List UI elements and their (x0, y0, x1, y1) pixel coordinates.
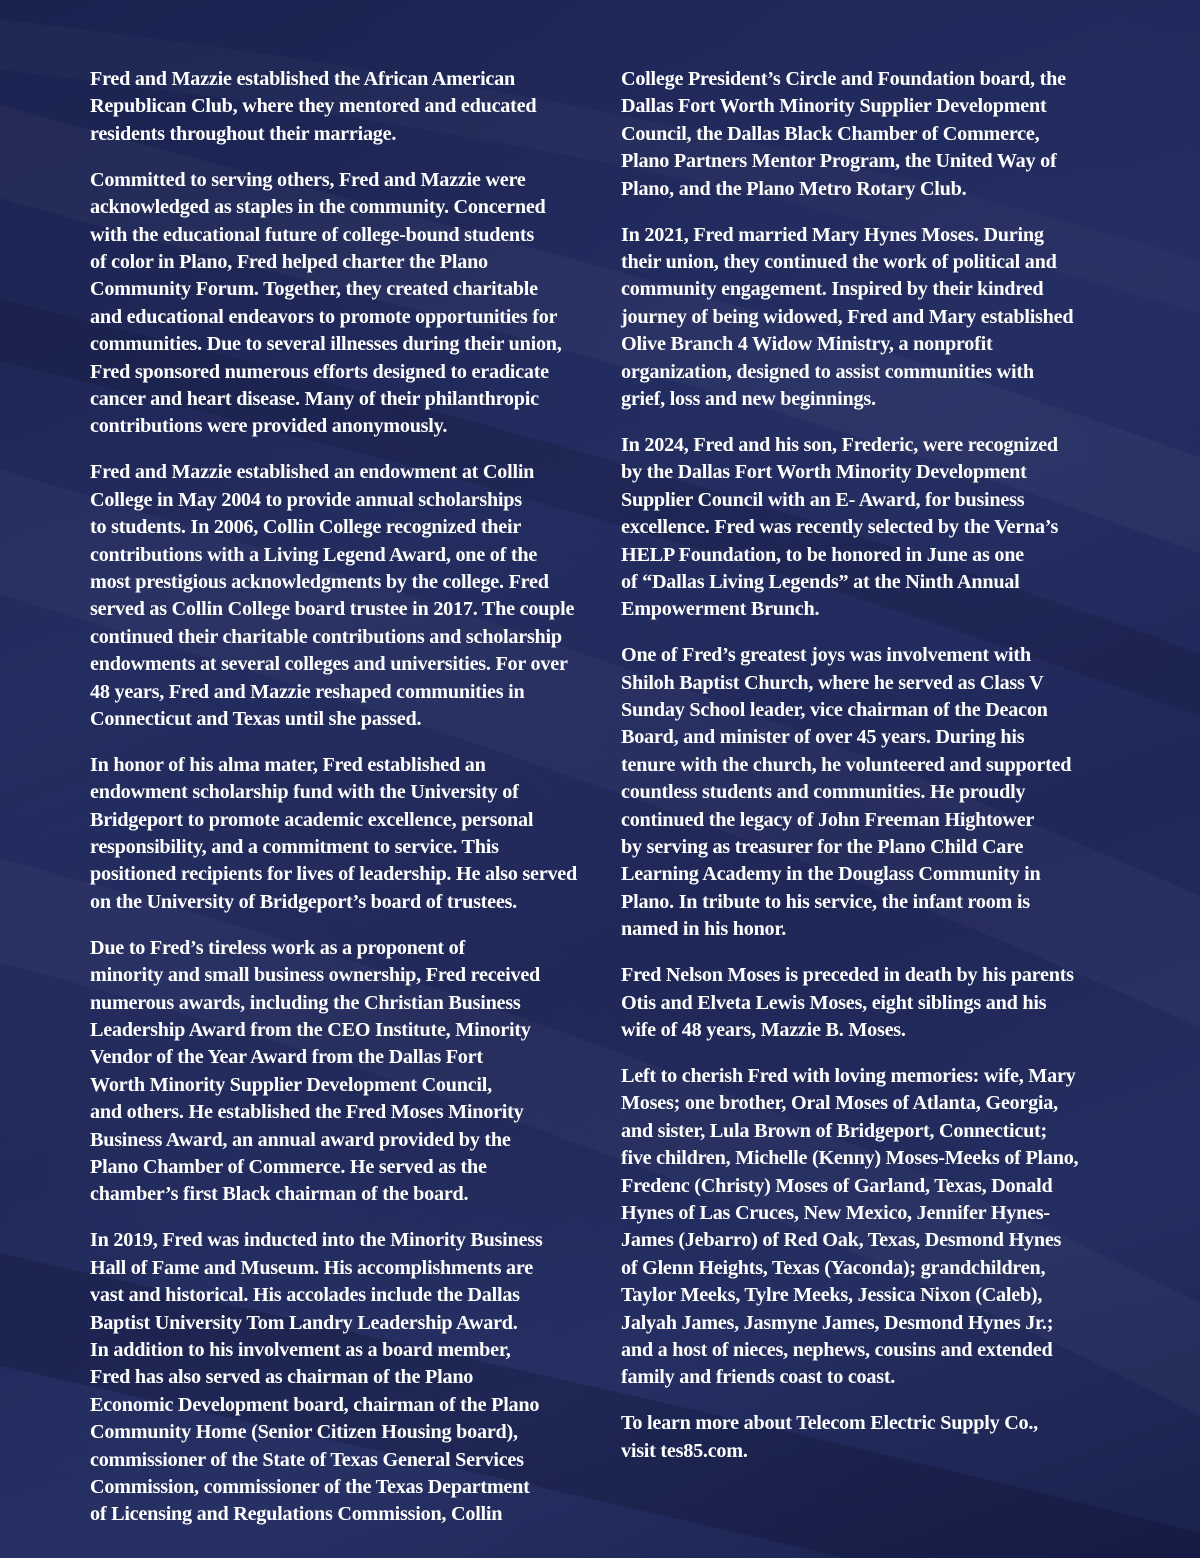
text-line: wife of 48 years, Mazzie B. Moses. (621, 1019, 906, 1041)
text-line: chamber’s first Black chairman of the board. (90, 1183, 469, 1206)
text-line: most prestigious acknowledgments by the college. Fred (90, 570, 549, 593)
text-line: excellence. Fred was recently selected by the Verna’s (621, 516, 1059, 539)
text-line: Worth Minority Supplier Development Council, (90, 1073, 492, 1096)
text-line: on the University of Bridgeport’s board of trustees. (90, 890, 517, 913)
text-line: communities. Due to several illnesses during their union, (90, 333, 562, 356)
text-line: Fred sponsored numerous efforts designed to eradicate (90, 360, 549, 383)
paragraph-preceded-in-death (621, 962, 1136, 1044)
text-line: endowment scholarship fund with the University of (90, 781, 519, 804)
text-line: served as Collin College board trustee in 2017. The couple (90, 598, 575, 621)
text-line: Supplier Council with an E- Award, for business (621, 488, 1025, 511)
text-line: James (Jebarro) of Red Oak, Texas, Desmond Hynes (621, 1229, 1062, 1252)
text-line: Fredenc (Christy) Moses of Garland, Texas, Donald (621, 1174, 1053, 1197)
text-line: Left to cherish Fred with loving memories: wife, Mary (621, 1064, 1076, 1087)
text-line: Sunday School leader, vice chairman of the Deacon (621, 699, 1048, 722)
text-line: In 2021, Fred married Mary Hynes Moses. During (621, 223, 1044, 246)
text-line: Republican Club, where they mentored and educated (90, 95, 537, 118)
text-line: Plano, and the Plano Metro Rotary Club. (621, 177, 967, 200)
text-line: journey of being widowed, Fred and Mary established (621, 305, 1074, 328)
text-line: five children, Michelle (Kenny) Moses-Meeks of Plano, (621, 1147, 1079, 1170)
text-line: Hynes of Las Cruces, New Mexico, Jennifer Hynes- (621, 1201, 1050, 1224)
text-line: named in his honor. (621, 918, 787, 941)
text-line: HELP Foundation, to be honored in June as one (621, 543, 1024, 566)
text-line: continued the legacy of John Freeman Hightower (621, 808, 1035, 831)
text-line: 48 years, Fred and Mazzie reshaped communities in (90, 680, 525, 703)
text-line: Economic Development board, chairman of the Plano (90, 1393, 540, 1416)
text-line: responsibility, and a commitment to service. This (90, 836, 499, 859)
text-line: residents throughout their marriage. (90, 122, 397, 145)
text-line: organization, designed to assist communities with (621, 360, 1034, 383)
text-line: cancer and heart disease. Many of their philanthropic (90, 387, 539, 410)
text-line: their union, they continued the work of political and (621, 250, 1057, 273)
text-line: Council, the Dallas Black Chamber of Commerce, (621, 122, 1040, 145)
text-line: One of Fred’s greatest joys was involvement with (621, 644, 1031, 667)
text-line: contributions with a Living Legend Award, one of the (90, 543, 538, 566)
paragraph-republican-club (90, 66, 602, 148)
text-line: Baptist University Tom Landry Leadership Award. (90, 1311, 518, 1334)
text-line: of Licensing and Regulations Commission, Collin (90, 1503, 503, 1526)
text-line: Fred and Mazzie established an endowment at Collin (90, 461, 535, 484)
paragraph-recognition-2024 (621, 432, 1136, 624)
text-line: To learn more about Telecom Electric Supply Co., (621, 1412, 1038, 1435)
text-line: Community Home (Senior Citizen Housing board), (90, 1421, 518, 1444)
text-line: Connecticut and Texas until she passed. (90, 707, 422, 730)
paragraph-marriage-2021 (621, 222, 1136, 414)
text-line: Commission, commissioner of the Texas Department (90, 1476, 530, 1498)
text-line: Fred Nelson Moses is preceded in death by his parents (621, 964, 1074, 987)
text-line: positioned recipients for lives of leadership. He also served (90, 863, 577, 886)
text-line: countless students and communities. He proudly (621, 781, 1026, 804)
text-line: Fred has also served as chairman of the Plano (90, 1366, 474, 1389)
text-line: vast and historical. His accolades include the Dallas (90, 1284, 520, 1307)
text-line: In 2019, Fred was inducted into the Minority Business (90, 1229, 543, 1252)
text-line: Leadership Award from the CEO Institute, Minority (90, 1019, 531, 1041)
text-line: and a host of nieces, nephews, cousins and extended (621, 1338, 1053, 1361)
text-line: Empowerment Brunch. (621, 598, 820, 621)
right-text-column (621, 66, 1136, 1484)
text-line: Shiloh Baptist Church, where he served as Class V (621, 671, 1044, 694)
text-line: Taylor Meeks, Tylre Meeks, Jessica Nixon (Caleb), (621, 1284, 1043, 1307)
text-line: endowments at several colleges and universities. For over (90, 653, 568, 676)
text-line: visit tes85.com. (621, 1439, 748, 1462)
paragraph-church-involvement (621, 642, 1136, 943)
left-text-column (90, 66, 602, 1547)
text-line: In addition to his involvement as a board member, (90, 1338, 511, 1361)
text-line: Fred and Mazzie established the African American (90, 68, 515, 90)
text-line: Olive Branch 4 Widow Ministry, a nonprofit (621, 333, 993, 356)
text-line: acknowledged as staples in the community. Concerned (90, 196, 546, 219)
paragraph-survivors (621, 1063, 1136, 1392)
paragraph-learn-more (621, 1410, 1136, 1465)
text-line: of “Dallas Living Legends” at the Ninth Annual (621, 570, 1020, 593)
text-line: community engagement. Inspired by their kindred (621, 278, 1044, 301)
paragraph-bridgeport-scholarship (90, 752, 602, 916)
text-line: Vendor of the Year Award from the Dallas Fort (90, 1046, 483, 1069)
text-line: Jalyah James, Jasmyne James, Desmond Hynes Jr.; (621, 1311, 1054, 1334)
text-line: by the Dallas Fort Worth Minority Development (621, 461, 1027, 484)
text-line: Hall of Fame and Museum. His accomplishments are (90, 1256, 533, 1279)
text-line: by serving as treasurer for the Plano Child Care (621, 836, 1024, 859)
text-line: Community Forum. Together, they created charitable (90, 278, 538, 301)
text-line: Otis and Elveta Lewis Moses, eight siblings and his (621, 991, 1047, 1014)
text-line: Plano. In tribute to his service, the infant room is (621, 890, 1030, 913)
text-line: commissioner of the State of Texas General Services (90, 1448, 524, 1471)
text-line: Moses; one brother, Oral Moses of Atlanta, Georgia, (621, 1092, 1058, 1115)
text-line: and sister, Lula Brown of Bridgeport, Connecticut; (621, 1119, 1048, 1142)
text-line: with the educational future of college-bound students (90, 223, 534, 246)
text-line: grief, loss and new beginnings. (621, 387, 876, 410)
text-line: Board, and minister of over 45 years. During his (621, 726, 1025, 749)
text-line: minority and small business ownership, Fred received (90, 964, 541, 987)
paragraph-business-awards (90, 935, 602, 1209)
text-line: Business Award, an annual award provided by the (90, 1128, 511, 1151)
text-line: numerous awards, including the Christian Business (90, 991, 521, 1014)
text-line: of color in Plano, Fred helped charter the Plano (90, 250, 488, 273)
text-line: continued their charitable contributions and scholarship (90, 625, 562, 648)
text-line: of Glenn Heights, Texas (Yaconda); grandchildren, (621, 1256, 1046, 1279)
text-line: Committed to serving others, Fred and Mazzie were (90, 168, 526, 191)
paragraph-boards-continued (621, 66, 1136, 203)
text-line: College President’s Circle and Foundation board, the (621, 68, 1066, 90)
text-line: and others. He established the Fred Moses Minority (90, 1101, 524, 1124)
text-line: College in May 2004 to provide annual scholarships (90, 488, 522, 511)
paragraph-community-service (90, 167, 602, 441)
text-line: In 2024, Fred and his son, Frederic, were recognized (621, 433, 1058, 456)
text-line: to students. In 2006, Collin College recognized their (90, 516, 522, 539)
text-line: Due to Fred’s tireless work as a proponent of (90, 936, 465, 959)
text-line: Plano Partners Mentor Program, the United Way of (621, 150, 1057, 173)
text-line: Plano Chamber of Commerce. He served as the (90, 1156, 487, 1179)
text-line: contributions were provided anonymously. (90, 415, 448, 438)
text-line: Dallas Fort Worth Minority Supplier Development (621, 95, 1047, 118)
paragraph-collin-endowment (90, 459, 602, 733)
text-line: Learning Academy in the Douglass Community in (621, 863, 1041, 886)
text-line: and educational endeavors to promote opportunities for (90, 305, 558, 328)
text-line: tenure with the church, he volunteered and supported (621, 753, 1072, 776)
paragraph-hall-of-fame (90, 1227, 602, 1528)
text-line: Bridgeport to promote academic excellence, personal (90, 808, 534, 831)
text-line: In honor of his alma mater, Fred established an (90, 753, 486, 776)
text-line: family and friends coast to coast. (621, 1366, 896, 1389)
